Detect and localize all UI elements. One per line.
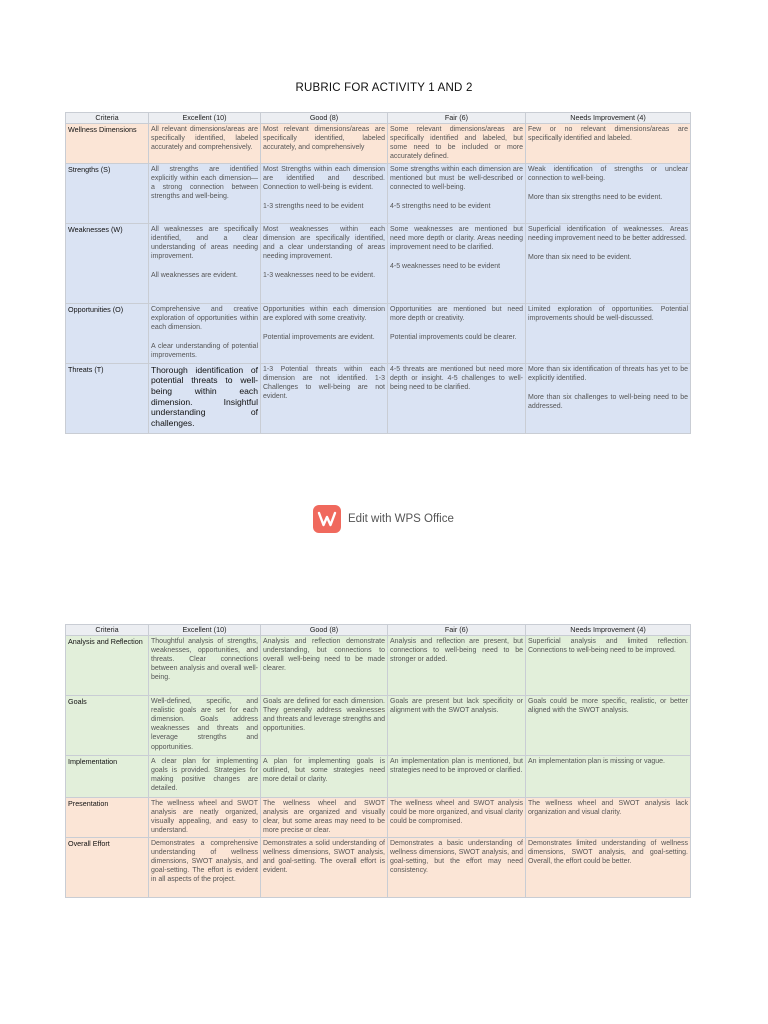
table-row — [66, 303, 691, 363]
table-row — [66, 797, 691, 837]
needs-improvement-cell: Superficial analysis and limited reflection. Connections to well-being need to be improved. — [526, 635, 691, 695]
header-fair: Fair (6) — [388, 625, 526, 636]
excellent-cell: All strengths are identified explicitly within each dimension—a strong connection between strengths and well-being. — [149, 163, 261, 223]
good-cell: Demonstrates a solid understanding of wellness dimensions, SWOT analysis, and goal-setting. The overall effort is evident. — [261, 837, 388, 897]
table-row — [66, 837, 691, 897]
good-cell: Most weaknesses within each dimension are specifically identified, and a clear understanding of areas needing improvement. 1-3 weaknesses need to be evident. — [261, 223, 388, 303]
fair-cell: Opportunities are mentioned but need more depth or creativity. Potential improvements could be clearer. — [388, 303, 526, 363]
good-cell: Most Strengths within each dimension are identified and described. Connection to well-being is evident. 1-3 strengths need to be evident — [261, 163, 388, 223]
criteria-cell: Opportunities (O) — [66, 303, 149, 363]
criteria-cell: Goals — [66, 695, 149, 755]
criteria-cell: Weaknesses (W) — [66, 223, 149, 303]
criteria-cell: Presentation — [66, 797, 149, 837]
excellent-cell: All weaknesses are specifically identified, and a clear understanding of areas needing improvement. All weaknesses are evident. — [149, 223, 261, 303]
header-criteria: Criteria — [66, 113, 149, 124]
excellent-cell: Well-defined, specific, and realistic goals are set for each dimension. Goals address weaknesses and threats and leverage strengths and opportunities. — [149, 695, 261, 755]
criteria-cell: Wellness Dimensions — [66, 123, 149, 163]
table-row — [66, 363, 691, 433]
good-cell: Analysis and reflection demonstrate understanding, but connections to overall well-being need to be made clearer. — [261, 635, 388, 695]
header-good: Good (8) — [261, 113, 388, 124]
wps-watermark — [313, 505, 454, 533]
excellent-cell: A clear plan for implementing goals is provided. Strategies for making positive changes are detailed. — [149, 755, 261, 797]
criteria-cell: Threats (T) — [66, 363, 149, 433]
table-row — [66, 123, 691, 163]
needs-improvement-cell: Few or no relevant dimensions/areas are specifically identified and labeled. — [526, 123, 691, 163]
good-cell: 1-3 Potential threats within each dimension are not identified. 1-3 Challenges to well-being are not evident. — [261, 363, 388, 433]
good-cell: The wellness wheel and SWOT analysis are organized and visually clear, but some areas may need to be more precise or clear. — [261, 797, 388, 837]
excellent-cell: Thoughtful analysis of strengths, weaknesses, opportunities, and threats. Clear connections between analysis and overall well-being. — [149, 635, 261, 695]
fair-cell: Goals are present but lack specificity or alignment with the SWOT analysis. — [388, 695, 526, 755]
header-fair: Fair (6) — [388, 113, 526, 124]
needs-improvement-cell: Goals could be more specific, realistic, or better aligned with the SWOT analysis. — [526, 695, 691, 755]
needs-improvement-cell: An implementation plan is missing or vague. — [526, 755, 691, 797]
wps-logo-icon — [313, 505, 341, 533]
rubric-table-activity-2 — [65, 624, 691, 898]
fair-cell: Demonstrates a basic understanding of wellness dimensions, SWOT analysis, and goal-setting, but the effort may need consistency. — [388, 837, 526, 897]
header-good: Good (8) — [261, 625, 388, 636]
fair-cell: Analysis and reflection are present, but connections to well-being need to be stronger or added. — [388, 635, 526, 695]
header-needs-improvement: Needs Improvement (4) — [526, 625, 691, 636]
fair-cell: Some relevant dimensions/areas are specifically identified and labeled, but some need to be included or more accurately defined. — [388, 123, 526, 163]
table-row — [66, 223, 691, 303]
header-needs-improvement: Needs Improvement (4) — [526, 113, 691, 124]
criteria-cell: Analysis and Reflection — [66, 635, 149, 695]
excellent-cell: All relevant dimensions/areas are specifically identified, labeled accurately and comprehensively. — [149, 123, 261, 163]
needs-improvement-cell: Weak identification of strengths or unclear connection to well-being. More than six strengths need to be evident. — [526, 163, 691, 223]
rubric-table-activity-1 — [65, 112, 691, 434]
needs-improvement-cell: Superficial identification of weaknesses. Areas needing improvement need to be better addressed. More than six need to be evident. — [526, 223, 691, 303]
needs-improvement-cell: Demonstrates limited understanding of wellness dimensions, SWOT analysis, and goal-setting. Overall, the effort could be better. — [526, 837, 691, 897]
criteria-cell: Implementation — [66, 755, 149, 797]
header-row — [66, 113, 691, 124]
fair-cell: 4-5 threats are mentioned but need more depth or insight. 4-5 challenges to well-being need to be clarified. — [388, 363, 526, 433]
header-excellent: Excellent (10) — [149, 113, 261, 124]
good-cell: Opportunities within each dimension are explored with some creativity. Potential improvements are evident. — [261, 303, 388, 363]
excellent-cell: Comprehensive and creative exploration of opportunities within each dimension. A clear understanding of potential improvements. — [149, 303, 261, 363]
table-row — [66, 163, 691, 223]
good-cell: Goals are defined for each dimension. They generally address weaknesses and threats and leverage strengths and opportunities. — [261, 695, 388, 755]
fair-cell: Some strengths within each dimension are mentioned but must be well-described or connected to well-being. 4-5 strengths need to be evident — [388, 163, 526, 223]
fair-cell: The wellness wheel and SWOT analysis could be more organized, and visual clarity could be compromised. — [388, 797, 526, 837]
excellent-cell: Thorough identification of potential threats to well-being within each dimension. Insightful understanding of challenges. — [149, 363, 261, 433]
fair-cell: Some weaknesses are mentioned but need more depth or clarity. Areas needing improvement need to be clarified. 4-5 weaknesses need to be evident — [388, 223, 526, 303]
header-excellent: Excellent (10) — [149, 625, 261, 636]
header-criteria: Criteria — [66, 625, 149, 636]
fair-cell: An implementation plan is mentioned, but strategies need to be improved or clarified. — [388, 755, 526, 797]
table-row — [66, 695, 691, 755]
table-row — [66, 755, 691, 797]
needs-improvement-cell: More than six identification of threats has yet to be explicitly identified. More than six challenges to well-being need to be addressed. — [526, 363, 691, 433]
page-title: RUBRIC FOR ACTIVITY 1 AND 2 — [295, 82, 473, 94]
good-cell: A plan for implementing goals is outlined, but some strategies need more detail or clarity. — [261, 755, 388, 797]
criteria-cell: Strengths (S) — [66, 163, 149, 223]
needs-improvement-cell: Limited exploration of opportunities. Potential improvements should be well-discussed. — [526, 303, 691, 363]
needs-improvement-cell: The wellness wheel and SWOT analysis lack organization and visual clarity. — [526, 797, 691, 837]
header-row — [66, 625, 691, 636]
wps-watermark-text: Edit with WPS Office — [348, 513, 454, 525]
excellent-cell: The wellness wheel and SWOT analysis are neatly organized, visually appealing, and easy to understand. — [149, 797, 261, 837]
criteria-cell: Overall Effort — [66, 837, 149, 897]
excellent-cell: Demonstrates a comprehensive understanding of wellness dimensions, SWOT analysis, and goal-setting. The effort is evident in all aspects of the project. — [149, 837, 261, 897]
table-row — [66, 635, 691, 695]
good-cell: Most relevant dimensions/areas are specifically identified, labeled accurately, and comprehensively — [261, 123, 388, 163]
